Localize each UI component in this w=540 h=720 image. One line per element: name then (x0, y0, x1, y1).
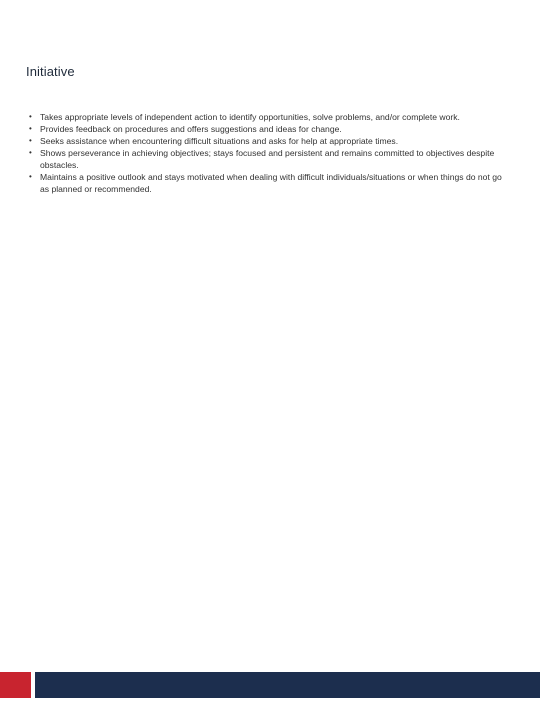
list-item (29, 135, 509, 147)
footer-bar (0, 672, 540, 698)
bullet-icon: • (29, 112, 32, 121)
bullet-icon: • (29, 124, 32, 133)
bullet-icon: • (29, 136, 32, 145)
list-item (29, 111, 509, 123)
bullet-icon: • (29, 148, 32, 157)
list-item-text: Maintains a positive outlook and stays motivated when dealing with difficult individuals/situations or when things do not go as planned or recommended. (40, 172, 502, 194)
list-item-text: Shows perseverance in achieving objectives; stays focused and persistent and remains committed to objectives despite obstacles. (40, 148, 495, 170)
list-item (29, 171, 509, 195)
footer-navy-band (35, 672, 540, 698)
list-item-text: Seeks assistance when encountering difficult situations and asks for help at appropriate times. (40, 136, 399, 146)
list-item (29, 123, 509, 135)
bullet-icon: • (29, 172, 32, 181)
page-title: Initiative (26, 64, 75, 79)
footer-red-block (0, 672, 31, 698)
list-item-text: Takes appropriate levels of independent action to identify opportunities, solve problems, and/or complete work. (40, 112, 460, 122)
list-item (29, 147, 509, 171)
competency-bullet-list (29, 111, 509, 195)
list-item-text: Provides feedback on procedures and offers suggestions and ideas for change. (40, 124, 342, 134)
